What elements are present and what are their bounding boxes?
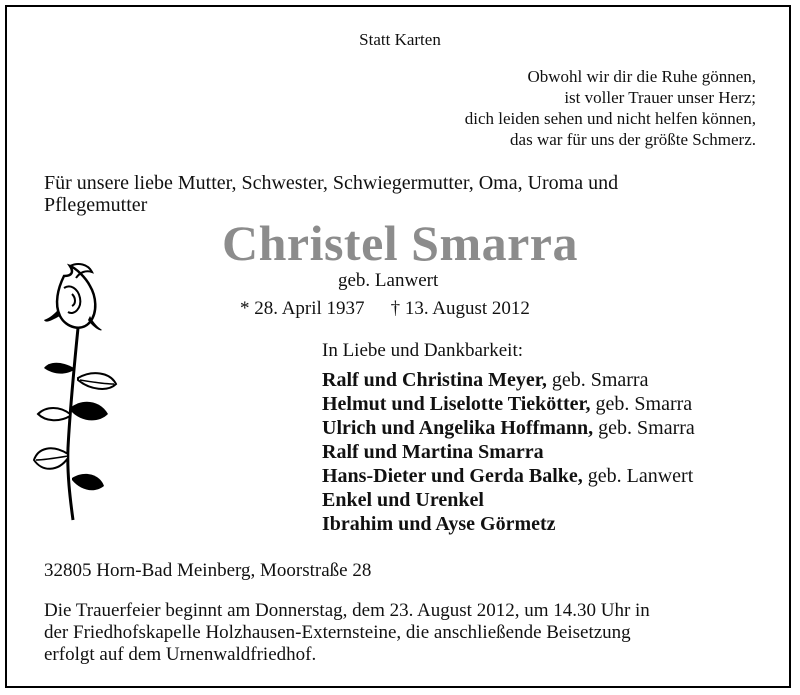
family-entry <box>322 440 695 464</box>
family-suffix: geb. Smarra <box>590 393 693 415</box>
life-dates <box>240 298 530 320</box>
funeral-notice <box>44 600 650 666</box>
poem <box>465 66 756 150</box>
poem-line: dich leiden sehen und nicht helfen können, <box>464 109 756 128</box>
intro-line: Für unsere liebe Mutter, Schwester, Schwiegermutter, Oma, Uroma und <box>44 172 619 194</box>
address: 32805 Horn-Bad Meinberg, Moorstraße 28 <box>44 560 372 581</box>
family-entry <box>322 512 695 536</box>
birth-date: * 28. April 1937 <box>240 298 365 319</box>
family-names: Enkel und Urenkel <box>322 489 484 511</box>
poem-line: ist voller Trauer unser Herz; <box>564 88 756 107</box>
intro-line: Pflegemutter <box>44 194 148 216</box>
family-list <box>322 368 695 536</box>
family-names: Ralf und Martina Smarra <box>322 441 544 463</box>
family-names: Hans-Dieter und Gerda Balke, <box>322 465 583 487</box>
family-entry <box>322 488 695 512</box>
family-entry <box>322 368 695 392</box>
family-suffix: geb. Lanwert <box>582 465 694 487</box>
poem-line: Obwohl wir dir die Ruhe gönnen, <box>527 67 756 86</box>
poem-line: das war für uns der größte Schmerz. <box>510 130 756 149</box>
header-statt-karten: Statt Karten <box>359 30 441 49</box>
rose-icon <box>30 258 140 528</box>
intro-text <box>44 172 618 216</box>
deceased-name: Christel Smarra <box>221 215 579 271</box>
notice-line: der Friedhofskapelle Holzhausen-Externsteine, die anschließende Beisetzung <box>44 622 631 643</box>
family-suffix: geb. Smarra <box>593 417 695 439</box>
family-entry <box>322 464 695 488</box>
family-names: Ulrich und Angelika Hoffmann, <box>322 417 594 439</box>
death-date: † 13. August 2012 <box>390 298 530 319</box>
family-names: Ralf und Christina Meyer, <box>322 369 547 391</box>
family-names: Ibrahim und Ayse Görmetz <box>322 513 556 535</box>
born-name: geb. Lanwert <box>338 270 439 291</box>
family-entry <box>322 416 695 440</box>
thanks-line: In Liebe und Dankbarkeit: <box>322 340 524 361</box>
family-names: Helmut und Liselotte Tiekötter, <box>322 393 591 415</box>
notice-line: erfolgt auf dem Urnenwaldfriedhof. <box>44 644 317 665</box>
family-suffix: geb. Smarra <box>546 369 649 391</box>
notice-line: Die Trauerfeier beginnt am Donnerstag, dem 23. August 2012, um 14.30 Uhr in <box>44 600 650 621</box>
family-entry <box>322 392 695 416</box>
